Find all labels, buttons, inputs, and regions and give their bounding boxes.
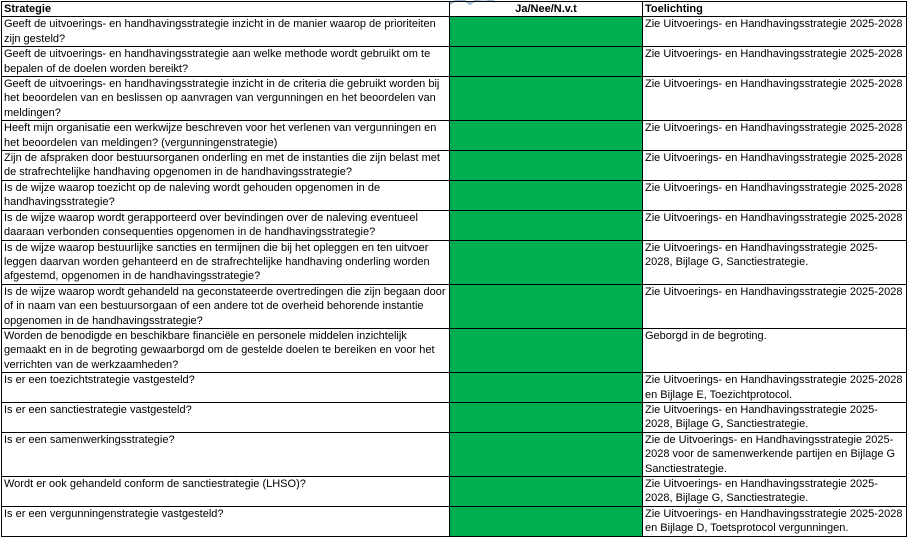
question-cell: Geeft de uitvoerings- en handhavingsstrategie inzicht in de manier waarop de prioriteiten zijn gesteld? <box>2 17 450 47</box>
explanation-cell[interactable]: Zie Uitvoerings- en Handhavingsstrategie 2025-2028, Bijlage G, Sanctiestrategie. <box>643 240 907 284</box>
question-cell: Is er een toezichtstrategie vastgesteld? <box>2 373 450 403</box>
explanation-cell[interactable]: Zie Uitvoerings- en Handhavingsstrategie 2025-2028 <box>643 77 907 121</box>
header-strategy: Strategie <box>2 2 450 17</box>
question-cell: Is de wijze waarop toezicht op de naleving wordt gehouden opgenomen in de handhavingsstrategie? <box>2 180 450 210</box>
answer-cell[interactable] <box>450 47 643 77</box>
table-row <box>2 402 907 432</box>
table-row <box>2 47 907 77</box>
question-cell: Worden de benodigde en beschikbare financiële en personele middelen inzichtelijk gemaakt en in de begroting gewaarborgd om de gestelde doelen te bereiken en voor het verrichten van de werkzaamheden? <box>2 328 450 372</box>
question-cell: Is er een samenwerkingsstrategie? <box>2 432 450 476</box>
answer-cell[interactable] <box>450 477 643 507</box>
answer-cell[interactable] <box>450 402 643 432</box>
explanation-cell[interactable]: Zie Uitvoerings- en Handhavingsstrategie 2025-2028 <box>643 17 907 47</box>
explanation-cell[interactable]: Zie Uitvoerings- en Handhavingsstrategie 2025-2028 <box>643 284 907 328</box>
answer-cell[interactable] <box>450 210 643 240</box>
explanation-cell[interactable]: Zie Uitvoerings- en Handhavingsstrategie 2025-2028 <box>643 151 907 181</box>
table-row <box>2 373 907 403</box>
explanation-cell[interactable]: Zie Uitvoerings- en Handhavingsstrategie 2025-2028 en Bijlage E, Toezichtprotocol. <box>643 373 907 403</box>
table-row <box>2 506 907 536</box>
answer-cell[interactable] <box>450 151 643 181</box>
answer-cell[interactable] <box>450 240 643 284</box>
explanation-cell[interactable]: Zie Uitvoerings- en Handhavingsstrategie 2025-2028 <box>643 121 907 151</box>
question-cell: Geeft de uitvoerings- en handhavingsstrategie inzicht in de criteria die gebruikt worden bij het beoordelen van en beslissen op aanvragen van vergunningen en het beoordelen van meldingen? <box>2 77 450 121</box>
table-row <box>2 77 907 121</box>
table-row <box>2 180 907 210</box>
table-row <box>2 210 907 240</box>
table-header <box>2 2 907 17</box>
question-cell: Is de wijze waarop wordt gehandeld na geconstateerde overtredingen die zijn begaan door of in naam van een bestuursorgaan of een andere tot de overheid behorende instantie opgenomen in de handhavingsstrategie? <box>2 284 450 328</box>
table-row <box>2 432 907 476</box>
table-row <box>2 328 907 372</box>
explanation-cell[interactable]: Zie Uitvoerings- en Handhavingsstrategie 2025-2028 en Bijlage D, Toetsprotocol vergunningen. <box>643 506 907 536</box>
explanation-cell[interactable]: Zie Uitvoerings- en Handhavingsstrategie 2025-2028 <box>643 47 907 77</box>
table-row <box>2 240 907 284</box>
header-answer: Ja/Nee/N.v.t <box>450 2 643 17</box>
answer-cell[interactable] <box>450 328 643 372</box>
question-cell: Heeft mijn organisatie een werkwijze beschreven voor het verlenen van vergunningen en het beoordelen van meldingen? (vergunningenstrategie) <box>2 121 450 151</box>
question-cell: Zijn de afspraken door bestuursorganen onderling en met de instanties die zijn belast met de strafrechtelijke handhaving opgenomen in de handhavingsstrategie? <box>2 151 450 181</box>
explanation-cell[interactable]: Zie Uitvoerings- en Handhavingsstrategie 2025-2028 <box>643 180 907 210</box>
question-cell: Is er een vergunningenstrategie vastgesteld? <box>2 506 450 536</box>
answer-cell[interactable] <box>450 180 643 210</box>
table-row <box>2 17 907 47</box>
table-row <box>2 284 907 328</box>
answer-cell[interactable] <box>450 506 643 536</box>
explanation-cell[interactable]: Zie Uitvoerings- en Handhavingsstrategie 2025-2028, Bijlage G, Sanctiestrategie. <box>643 477 907 507</box>
answer-cell[interactable] <box>450 373 643 403</box>
answer-cell[interactable] <box>450 432 643 476</box>
question-cell: Is er een sanctiestrategie vastgesteld? <box>2 402 450 432</box>
table-row <box>2 121 907 151</box>
table-row <box>2 477 907 507</box>
header-explanation: Toelichting <box>643 2 907 17</box>
answer-cell[interactable] <box>450 284 643 328</box>
explanation-cell[interactable]: Zie de Uitvoerings- en Handhavingsstrategie 2025-2028 voor de samenwerkende partijen en Bijlage G Sanctiestrategie. <box>643 432 907 476</box>
explanation-cell[interactable]: Zie Uitvoerings- en Handhavingsstrategie 2025-2028 <box>643 210 907 240</box>
question-cell: Is de wijze waarop bestuurlijke sancties en termijnen die bij het opleggen en ten uitvoer leggen daarvan worden gehanteerd en de strafrechtelijke handhaving onderling worden afgestemd, opgenomen in de handhavingsstrategie? <box>2 240 450 284</box>
question-cell: Wordt er ook gehandeld conform de sanctiestrategie (LHSO)? <box>2 477 450 507</box>
answer-cell[interactable] <box>450 17 643 47</box>
table-row <box>2 151 907 181</box>
explanation-cell[interactable]: Zie Uitvoerings- en Handhavingsstrategie 2025-2028, Bijlage G, Sanctiestrategie. <box>643 402 907 432</box>
question-cell: Is de wijze waarop wordt gerapporteerd over bevindingen over de naleving eventueel daaraan verbonden consequenties opgenomen in de handhavingsstrategie? <box>2 210 450 240</box>
question-cell: Geeft de uitvoerings- en handhavingsstrategie aan welke methode wordt gebruikt om te bepalen of de doelen worden bereikt? <box>2 47 450 77</box>
answer-cell[interactable] <box>450 77 643 121</box>
explanation-cell[interactable]: Geborgd in de begroting. <box>643 328 907 372</box>
answer-cell[interactable] <box>450 121 643 151</box>
strategy-table <box>1 1 907 537</box>
